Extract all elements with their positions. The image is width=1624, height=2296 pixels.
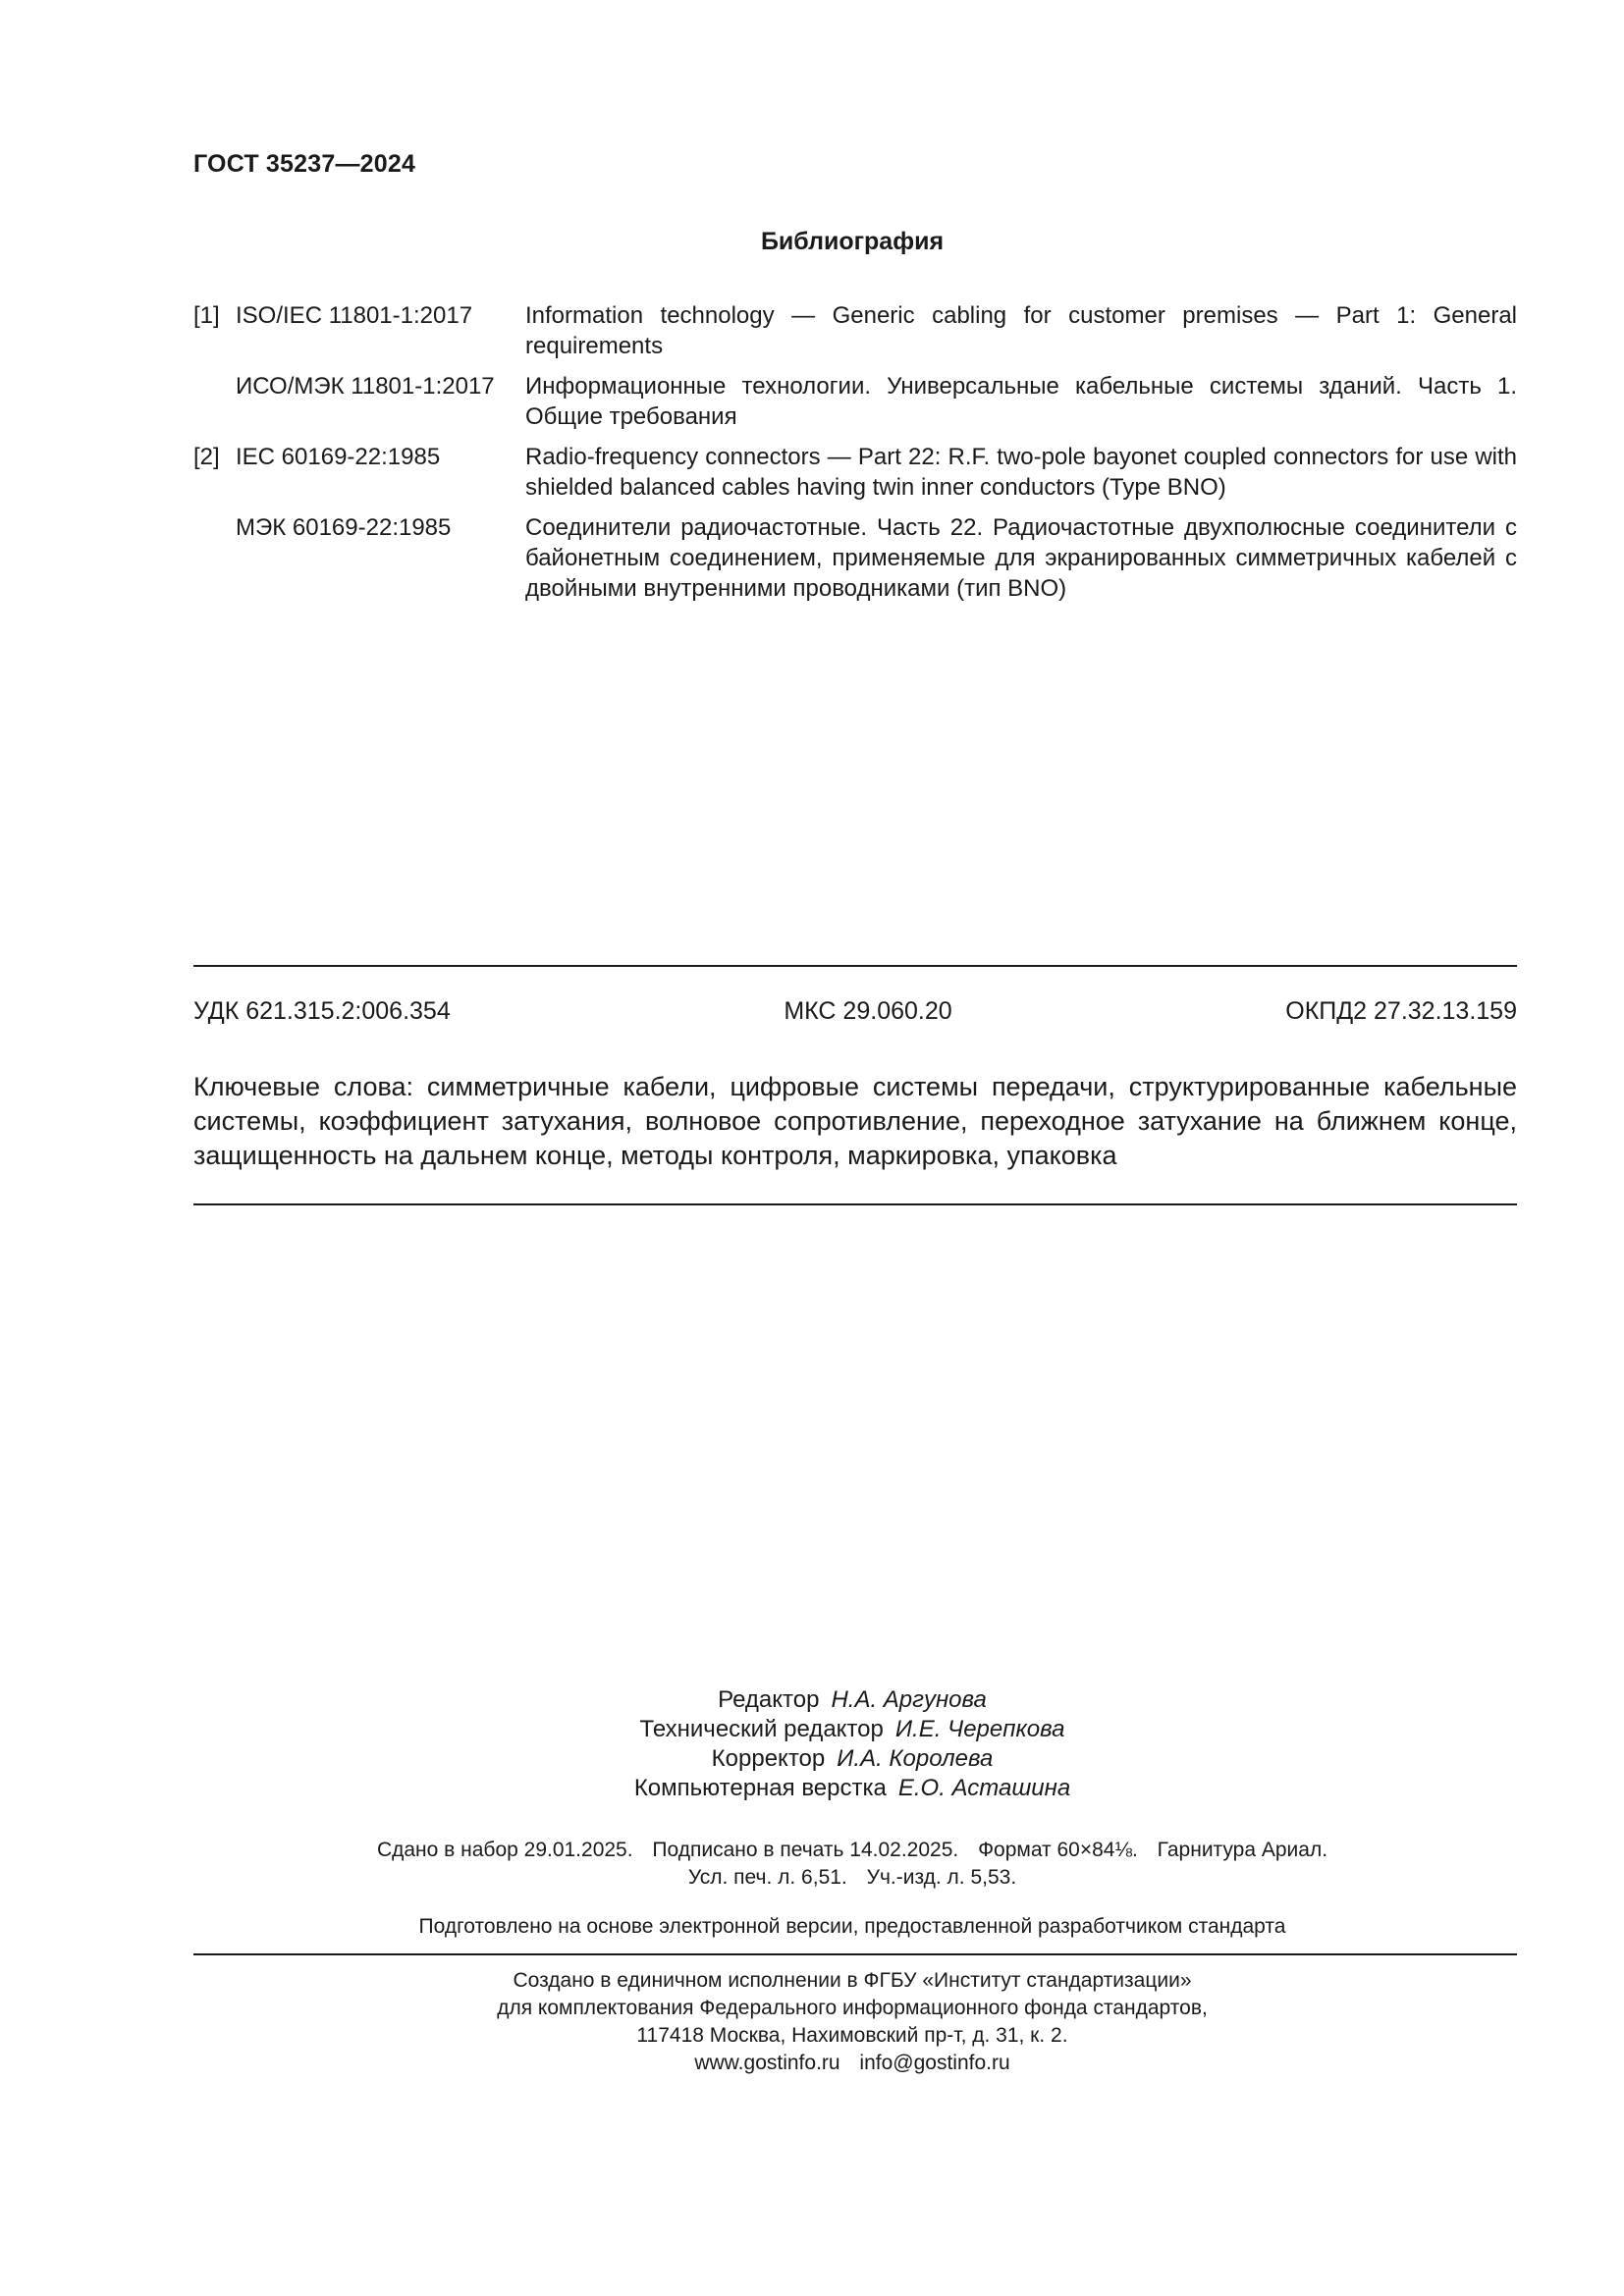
entry-title: Information technology — Generic cabling for customer premises — Part 1: General requirements xyxy=(525,302,1517,359)
divider-keywords xyxy=(193,1203,1517,1205)
entry-standard-code: IEC 60169-22:1985 xyxy=(236,444,441,470)
divider-top xyxy=(193,965,1517,967)
entry-number xyxy=(193,512,236,604)
credit-role: Технический редактор xyxy=(639,1716,884,1742)
imprint-font: Гарнитура Ариал. xyxy=(1157,1839,1328,1861)
email-link[interactable]: info@gostinfo.ru xyxy=(859,2052,1010,2074)
imprint-signed: Подписано в печать 14.02.2025. xyxy=(652,1839,959,1861)
imprint-line xyxy=(0,1837,1624,1864)
credit-role: Редактор xyxy=(718,1686,820,1713)
udk-code: УДК 621.315.2:006.354 xyxy=(193,997,451,1025)
document-code: ГОСТ 35237—2024 xyxy=(193,150,416,178)
entry-title: Radio-frequency connectors — Part 22: R.F. two-pole bayonet coupled connectors for use with shielded balanced cables having twin inner conductors (Type BNO) xyxy=(525,444,1517,501)
bibliography-list xyxy=(193,300,1517,614)
imprint-submitted: Сдано в набор 29.01.2025. xyxy=(376,1839,633,1861)
bibliography-entry xyxy=(193,442,1517,503)
entry-number: [1] xyxy=(193,302,220,329)
classification-row xyxy=(193,997,1517,1026)
entry-standard-code: ISO/IEC 11801-1:2017 xyxy=(236,302,473,329)
credit-line xyxy=(0,1685,1624,1715)
credit-name: И.Е. Черепкова xyxy=(894,1716,1065,1742)
entry-title: Соединители радиочастотные. Часть 22. Радиочастотные двухполюсные соединители с байонетным соединением, применяемые для экранированных симметричных кабелей с двойными внутренними проводниками (тип BNO) xyxy=(525,514,1517,602)
keywords: Ключевые слова: симметричные кабели, цифровые системы передачи, структурированные кабельные системы, коэффициент затухания, волновое сопротивление, переходное затухание на ближнем конце, защищенность на дальнем конце, методы контроля, маркировка, упаковка xyxy=(193,1072,1517,1170)
prepared-note: Подготовлено на основе электронной версии, предоставленной разработчиком стандарта xyxy=(418,1915,1286,1938)
website-link[interactable]: www.gostinfo.ru xyxy=(694,2052,840,2074)
entry-number xyxy=(193,371,236,432)
footer-line: 117418 Москва, Нахимовский пр-т, д. 31, к. 2. xyxy=(636,2024,1068,2047)
credit-name: И.А. Королева xyxy=(837,1745,994,1772)
bibliography-title: Библиография xyxy=(760,228,945,255)
entry-number: [2] xyxy=(193,444,220,470)
credit-name: Е.О. Асташина xyxy=(897,1775,1071,1801)
entry-title: Информационные технологии. Универсальные кабельные системы зданий. Часть 1. Общие требования xyxy=(525,373,1517,430)
footer-line: Создано в единичном исполнении в ФГБУ «Институт стандартизации» xyxy=(513,1969,1192,1992)
okpd-code: ОКПД2 27.32.13.159 xyxy=(1285,997,1517,1025)
credits xyxy=(0,1685,1624,1803)
footer-contacts xyxy=(0,2050,1624,2077)
entry-standard-code: МЭК 60169-22:1985 xyxy=(236,514,452,541)
mks-code: МКС 29.060.20 xyxy=(784,997,952,1025)
credit-name: Н.А. Аргунова xyxy=(831,1686,987,1713)
credit-line xyxy=(0,1715,1624,1744)
imprint xyxy=(0,1837,1624,1892)
publisher-footer xyxy=(0,1967,1624,2077)
imprint-line xyxy=(0,1864,1624,1892)
credit-line xyxy=(0,1744,1624,1774)
bibliography-entry xyxy=(193,512,1517,604)
credit-role: Корректор xyxy=(711,1745,826,1772)
entry-standard-code: ИСО/МЭК 11801-1:2017 xyxy=(236,373,495,400)
bibliography-entry xyxy=(193,300,1517,361)
divider-footer xyxy=(193,1953,1517,1955)
imprint-print-sheets: Усл. печ. л. 6,51. xyxy=(687,1866,847,1889)
imprint-format: Формат 60×84⅛. xyxy=(978,1839,1138,1861)
credit-line xyxy=(0,1774,1624,1803)
bibliography-entry xyxy=(193,371,1517,432)
footer-line: для комплектования Федерального информационного фонда стандартов, xyxy=(497,1997,1208,2019)
credit-role: Компьютерная верстка xyxy=(633,1775,887,1801)
imprint-pub-sheets: Уч.-изд. л. 5,53. xyxy=(866,1866,1017,1889)
